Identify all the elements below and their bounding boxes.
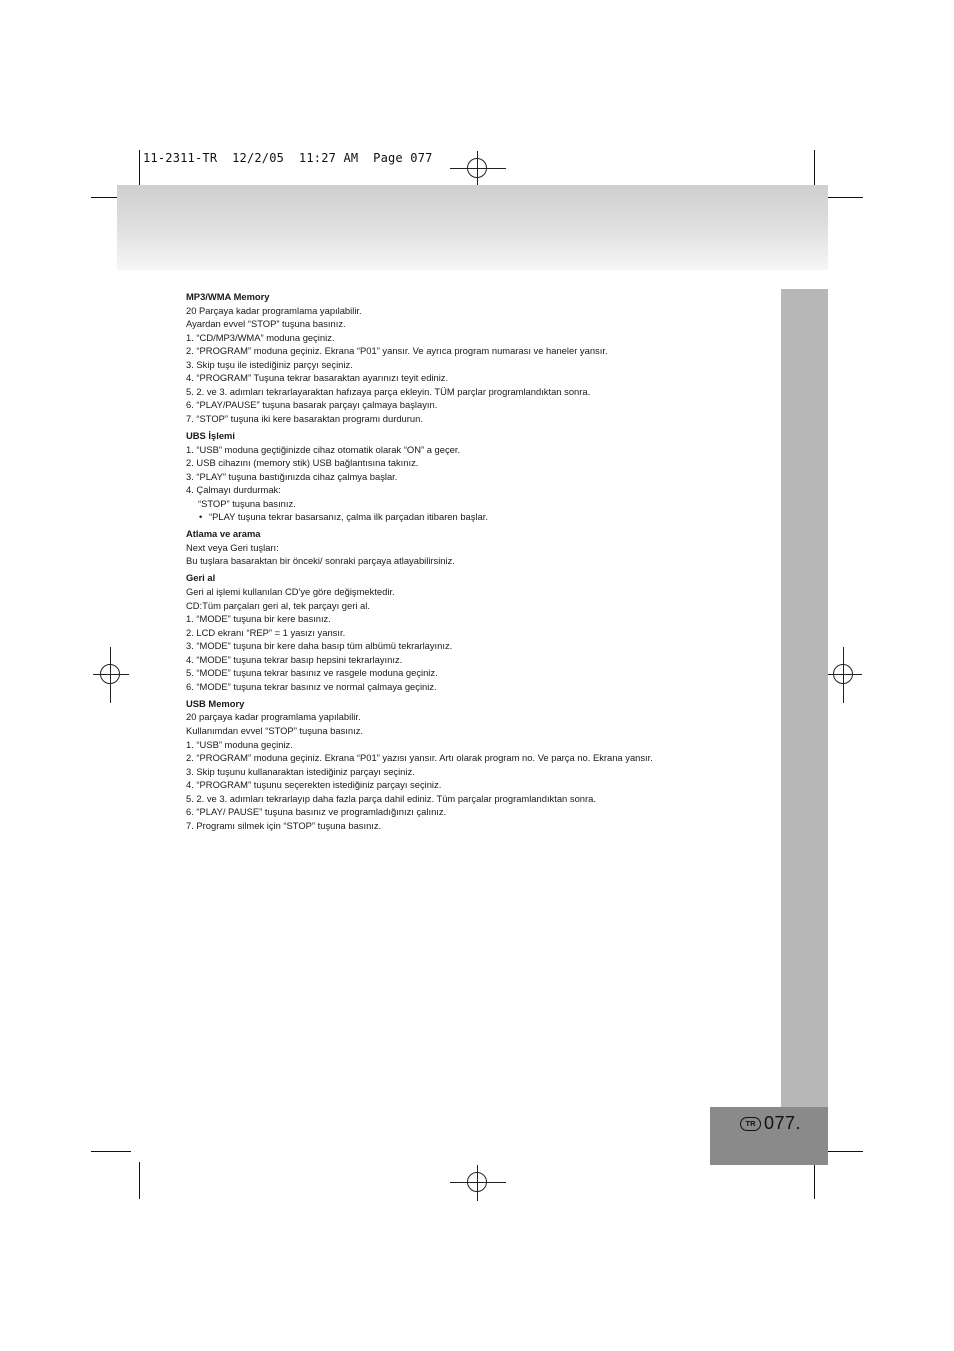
section-title: UBS İşlemi [186, 429, 235, 441]
print-slug: 11-2311-TR 12/2/05 11:27 AM Page 077 [143, 151, 433, 165]
section-title: USB Memory [186, 697, 245, 709]
list-item: 2. USB cihazını (memory stik) USB bağlantısına takınız. [186, 457, 419, 469]
bullet-text: “PLAY tuşuna tekrar basarsanız, çalma ilk parçadan itibaren başlar. [209, 511, 488, 523]
crop-mark [814, 150, 815, 187]
list-item: 4. Çalmayı durdurmak: [186, 484, 281, 496]
list-item: 3. “MODE” tuşuna bir kere daha basıp tüm albümü tekrarlayınız. [186, 640, 453, 652]
text-line: 20 parçaya kadar programlama yapılabilir. [186, 711, 361, 723]
crop-mark [814, 1162, 815, 1199]
registration-mark-top [467, 158, 487, 178]
list-item: 5. 2. ve 3. adımları tekrarlayaraktan hafızaya parça ekleyin. TÜM parçlar programlandıktan sonra. [186, 385, 591, 397]
text-line: Next veya Geri tuşları: [186, 541, 279, 553]
list-item: 2. LCD ekranı “REP” = 1 yasızı yansır. [186, 626, 346, 638]
text-line: Bu tuşlara basaraktan bir önceki/ sonraki parçaya atlayabilirsiniz. [186, 555, 455, 567]
text-line: Geri al işlemi kullanılan CD'ye göre değişmektedir. [186, 585, 395, 597]
side-bar [781, 289, 828, 1107]
text-line: Kullanımdan evvel “STOP” tuşuna basınız. [186, 724, 363, 736]
list-item: 1. “MODE” tuşuna bir kere basınız. [186, 613, 331, 625]
registration-mark-right [833, 664, 853, 684]
list-item: 1. “USB” moduna geçiniz. [186, 738, 293, 750]
list-item: 3. “PLAY” tuşuna bastığınızda cihaz çalmya başlar. [186, 470, 398, 482]
registration-mark-bottom [467, 1172, 487, 1192]
list-item: 1. “CD/MP3/WMA” moduna geçiniz. [186, 331, 335, 343]
list-item: 6. “MODE” tuşuna tekrar basınız ve normal çalmaya geçiniz. [186, 680, 437, 692]
list-item: 4. “PROGRAM” Tuşuna tekrar basaraktan ayarınızı teyit ediniz. [186, 372, 449, 384]
list-item: 3. Skip tuşu ile istediğiniz parçyı seçiniz. [186, 358, 353, 370]
list-item: 6. “PLAY/PAUSE” tuşuna basarak parçayı çalmaya başlayın. [186, 399, 438, 411]
text-line: CD:Tüm parçaları geri al, tek parçayı geri al. [186, 599, 370, 611]
list-item: 4. “PROGRAM” tuşunu seçerekten istediğiniz parçayı seçiniz. [186, 779, 442, 791]
section-mp3-wma-memory [186, 290, 746, 425]
manual-content [186, 290, 746, 836]
header-band [117, 185, 828, 270]
list-item: 4. “MODE” tuşuna tekrar basıp hepsini tekrarlayınız. [186, 653, 403, 665]
crop-mark [91, 1151, 131, 1152]
bullet-item [186, 510, 746, 524]
list-item: 7. Programı silmek için “STOP” tuşuna basınız. [186, 819, 382, 831]
section-ubs-islemi [186, 429, 746, 524]
section-atlama-ve-arama [186, 527, 746, 568]
list-item: 5. “MODE” tuşuna tekrar basınız ve rasgele moduna geçiniz. [186, 667, 438, 679]
list-item: 2. “PROGRAM” moduna geçiniz. Ekrana “P01” yazısı yansır. Artı olarak program no. Ve parça no. Ekrana yansır. [186, 752, 653, 764]
page-number: 077. [764, 1113, 802, 1133]
list-item: 7. “STOP” tuşuna iki kere basaraktan programı durdurun. [186, 412, 423, 424]
crop-mark [139, 150, 140, 187]
crop-mark [823, 197, 863, 198]
registration-mark-left [100, 664, 120, 684]
section-title: Atlama ve arama [186, 528, 261, 540]
list-item: 2. “PROGRAM” moduna geçiniz. Ekrana “P01” yansır. Ve ayrıca program numarası ve haneler yansır. [186, 345, 608, 357]
language-badge: TR [740, 1117, 761, 1131]
list-item: 3. Skip tuşunu kullanaraktan istediğiniz parçayı seçiniz. [186, 765, 415, 777]
list-item: 5. 2. ve 3. adımları tekrarlayıp daha fazla parça dahil ediniz. Tüm parçalar programlandıktan sonra. [186, 792, 596, 804]
crop-mark [139, 1162, 140, 1199]
indented-line: “STOP” tuşuna basınız. [198, 497, 296, 509]
crop-mark [823, 1151, 863, 1152]
text-line: Ayardan evvel “STOP” tuşuna basınız. [186, 318, 346, 330]
section-title: MP3/WMA Memory [186, 291, 270, 302]
list-item: 6. “PLAY/ PAUSE” tuşuna basınız ve programladığınızı çalınız. [186, 806, 447, 818]
text-line: 20 Parçaya kadar programlama yapılabilir. [186, 304, 362, 316]
section-geri-al [186, 571, 746, 693]
section-title: Geri al [186, 572, 216, 584]
list-item: 1. “USB” moduna geçtiğinizde cihaz otomatik olarak “ON” a geçer. [186, 443, 461, 455]
section-usb-memory [186, 697, 746, 832]
